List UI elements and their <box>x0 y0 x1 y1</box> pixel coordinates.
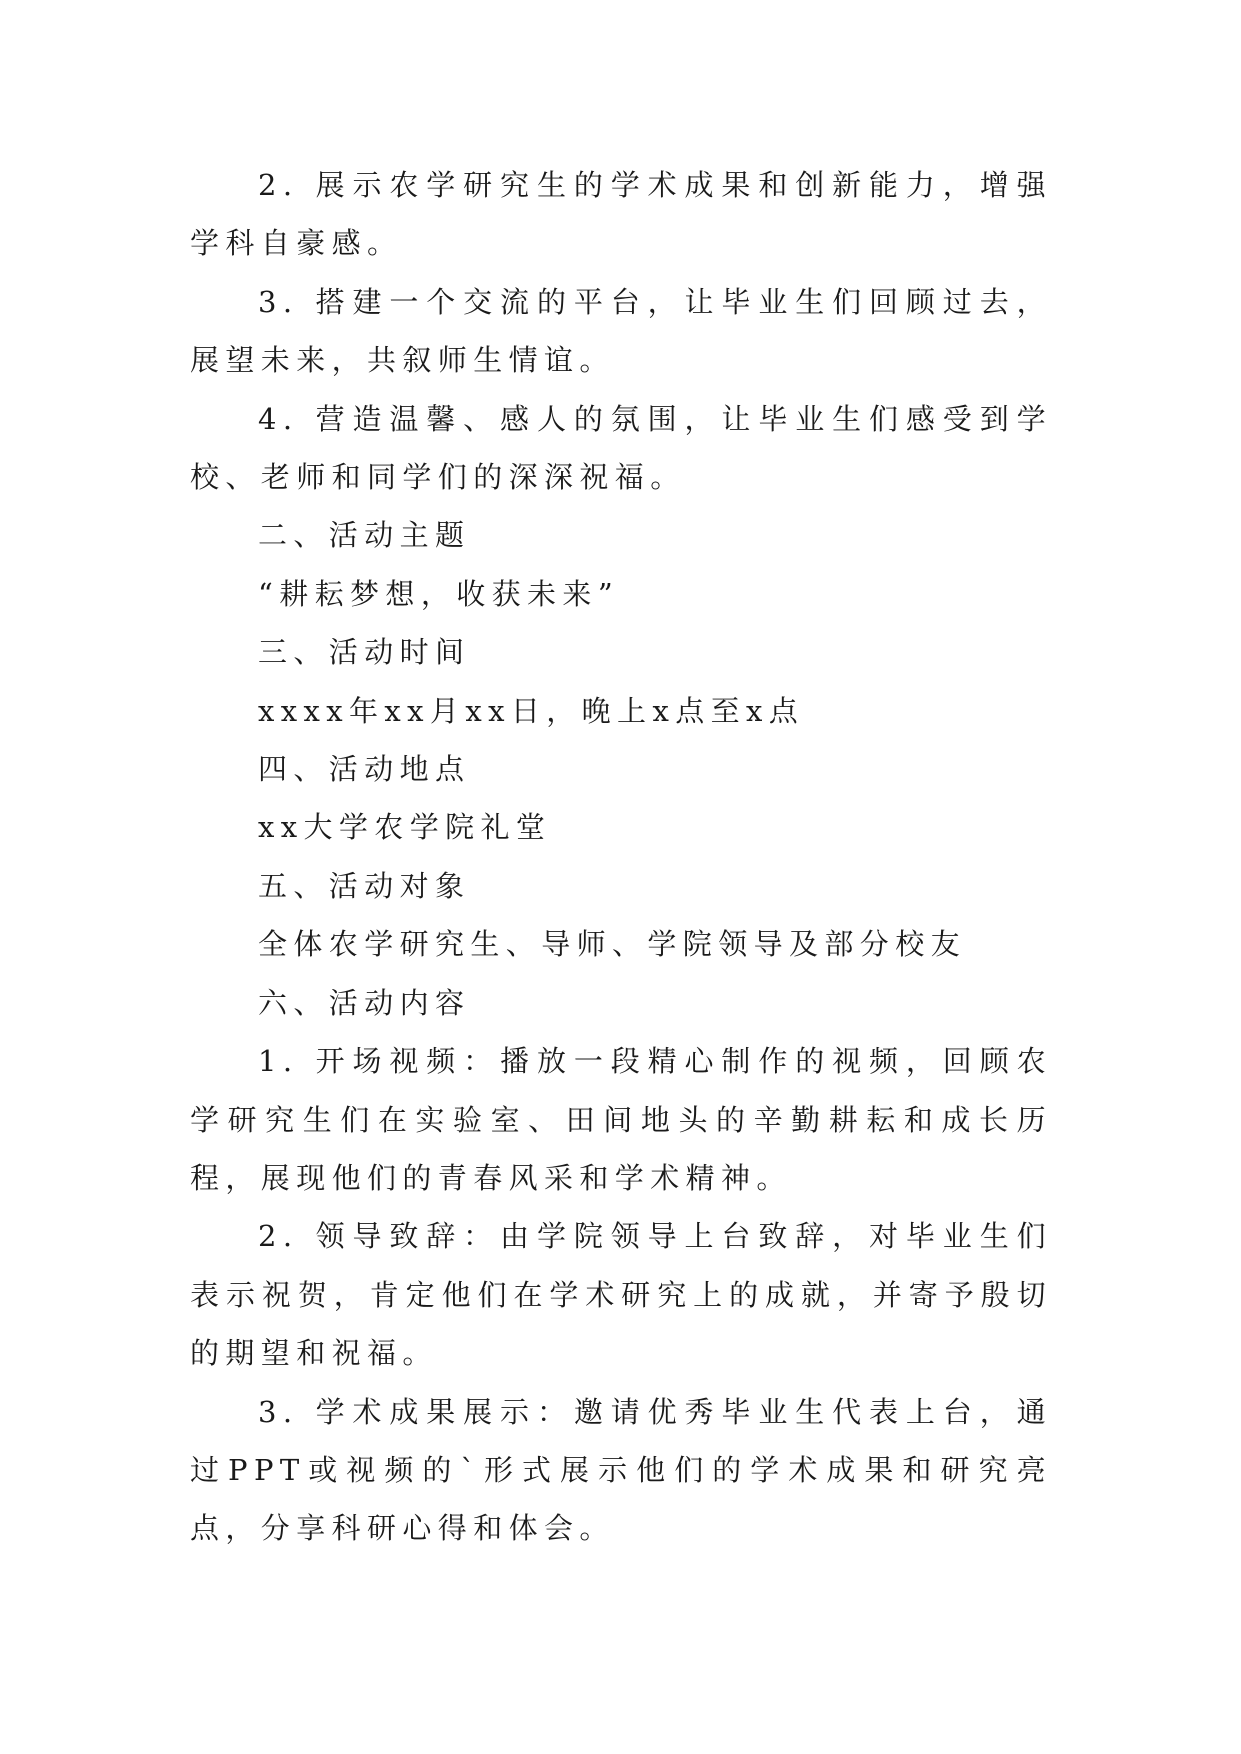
section-heading-location: 四、活动地点 <box>258 752 471 787</box>
paragraph-time: xxxx年xx月xx日，晚上x点至x点 <box>258 693 805 728</box>
section-heading-theme: 二、活动主题 <box>258 518 471 553</box>
section-heading-content: 六、活动内容 <box>258 985 471 1020</box>
paragraph-goal-2: 2. 展示农学研究生的学术成果和创新能力，增强学科自豪感。 <box>190 168 1052 261</box>
paragraph-theme: “耕耘梦想，收获未来” <box>258 576 620 611</box>
paragraph-goal-3: 3. 搭建一个交流的平台，让毕业生们回顾过去，展望未来，共叙师生情谊。 <box>190 284 1052 378</box>
section-heading-audience: 五、活动对象 <box>258 868 471 903</box>
paragraph-goal-4: 4. 营造温馨、感人的氛围，让毕业生们感受到学校、老师和同学们的深深祝福。 <box>190 401 1052 495</box>
paragraph-content-3: 3. 学术成果展示：邀请优秀毕业生代表上台，通过PPT或视频的`形式展示他们的学术成果和研究亮点，分享科研心得和体会。 <box>190 1394 1052 1546</box>
document-body <box>190 156 1052 1558</box>
paragraph-content-2: 2. 领导致辞：由学院领导上台致辞，对毕业生们表示祝贺，肯定他们在学术研究上的成就，并寄予殷切的期望和祝福。 <box>190 1219 1052 1371</box>
section-heading-time: 三、活动时间 <box>258 635 471 670</box>
paragraph-audience: 全体农学研究生、导师、学院领导及部分校友 <box>258 927 967 962</box>
paragraph-content-1: 1. 开场视频：播放一段精心制作的视频，回顾农学研究生们在实验室、田间地头的辛勤耕耘和成长历程，展现他们的青春风采和学术精神。 <box>190 1044 1052 1195</box>
paragraph-location: xx大学农学院礼堂 <box>258 810 552 845</box>
